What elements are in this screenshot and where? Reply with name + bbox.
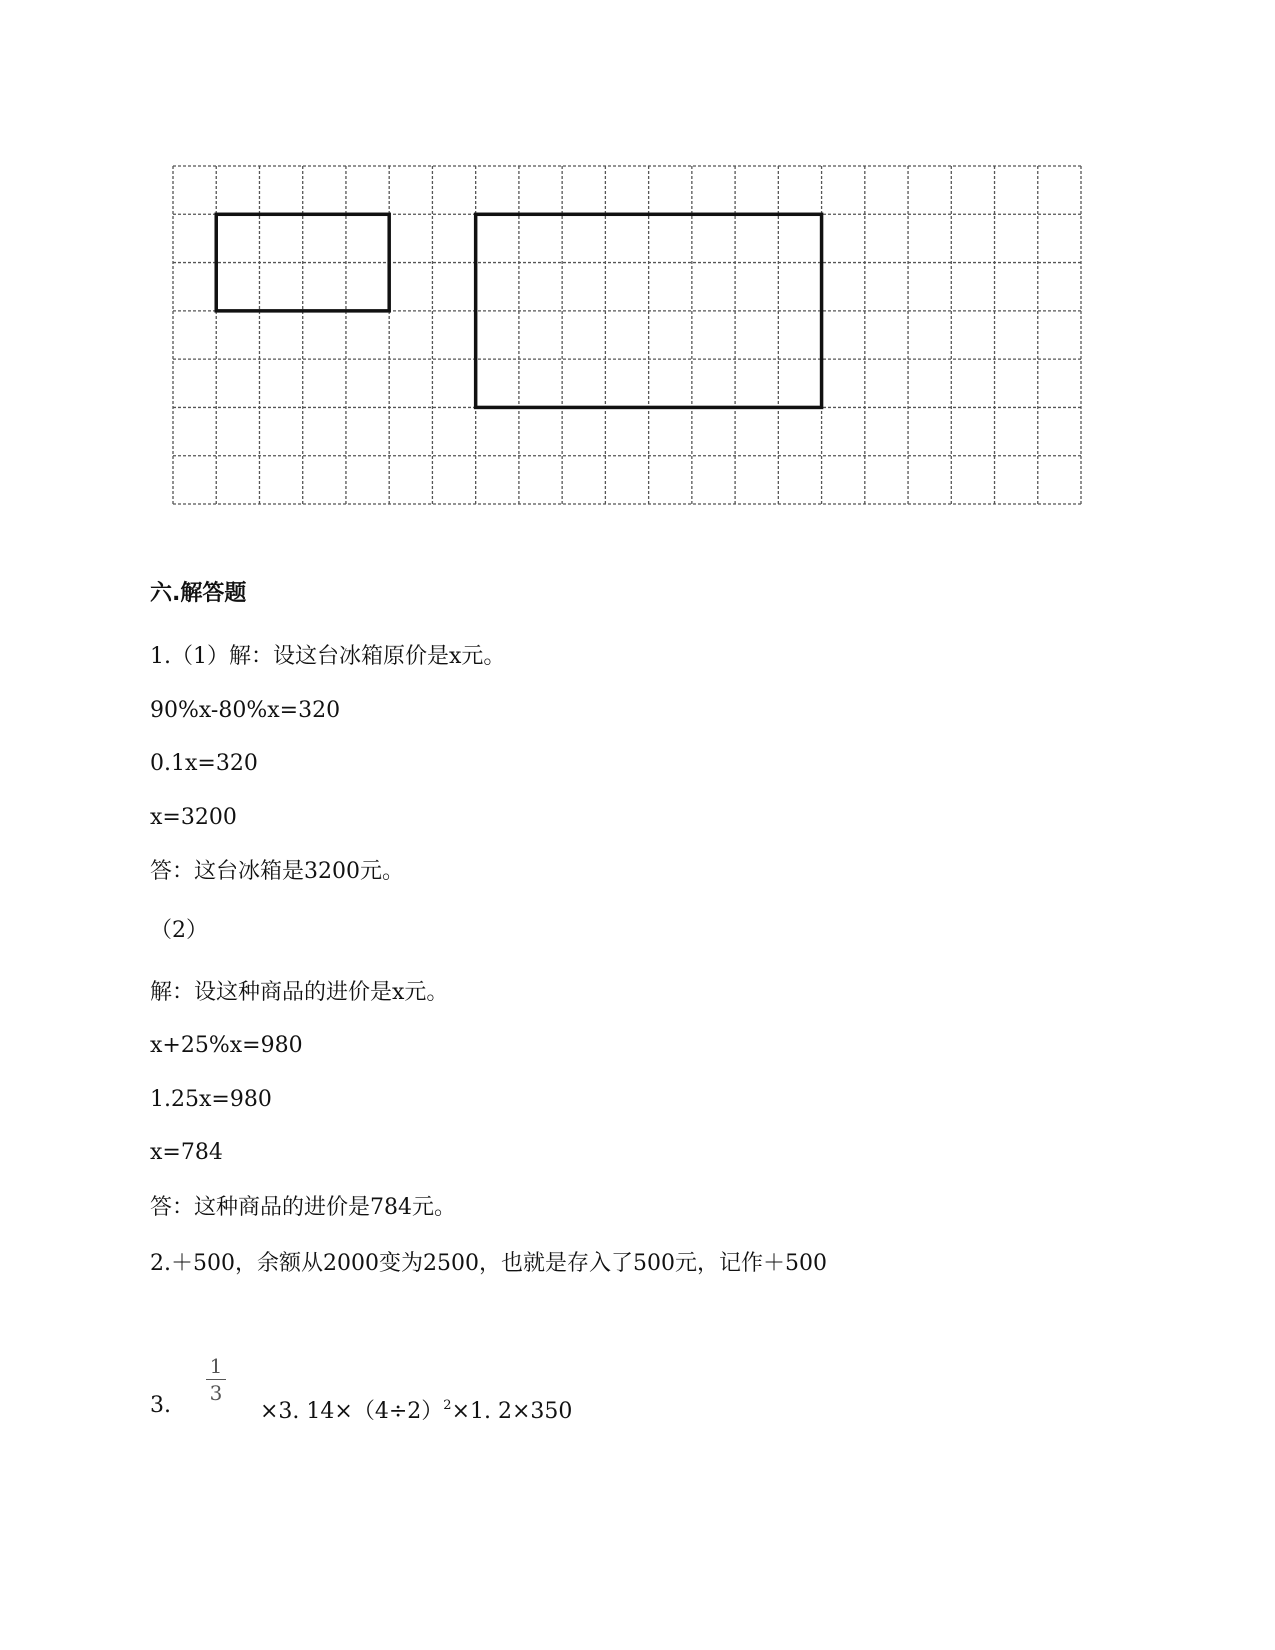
answer-line: 答：这台冰箱是3200元。 <box>150 859 404 884</box>
exponent: 2 <box>443 1398 452 1413</box>
equation-line: x=3200 <box>150 805 237 830</box>
problem1-part2-intro: 解：设这种商品的进价是x元。 <box>150 980 449 1005</box>
problem2-text: 2.＋500，余额从2000变为2500，也就是存入了500元，记作＋500 <box>150 1251 827 1276</box>
equation-line: 90%x-80%x=320 <box>150 698 341 723</box>
equation-line: x=784 <box>150 1140 223 1165</box>
equation-line: 1.25x=980 <box>150 1087 272 1112</box>
equation-line: 0.1x=320 <box>150 751 258 776</box>
fraction-denominator: 3 <box>209 1381 223 1405</box>
problem1-part1-intro: 1.（1）解：设这台冰箱原价是x元。 <box>150 644 506 669</box>
problem3-expression <box>260 1392 572 1426</box>
fraction-numerator: 1 <box>209 1354 223 1378</box>
equation-line: x+25%x=980 <box>150 1033 303 1058</box>
problem3-number: 3. <box>150 1393 171 1418</box>
fraction-one-third <box>206 1354 226 1405</box>
problem1-part2-label: （2） <box>150 918 208 943</box>
section-heading: 六.解答题 <box>150 581 247 606</box>
expression-part-b: ×1. 2×350 <box>451 1399 573 1424</box>
expression-part-a: ×3. 14×（4÷2） <box>260 1399 444 1424</box>
grid-figure <box>172 165 1082 505</box>
fraction-bar <box>206 1379 226 1380</box>
answer-line: 答：这种商品的进价是784元。 <box>150 1195 456 1220</box>
